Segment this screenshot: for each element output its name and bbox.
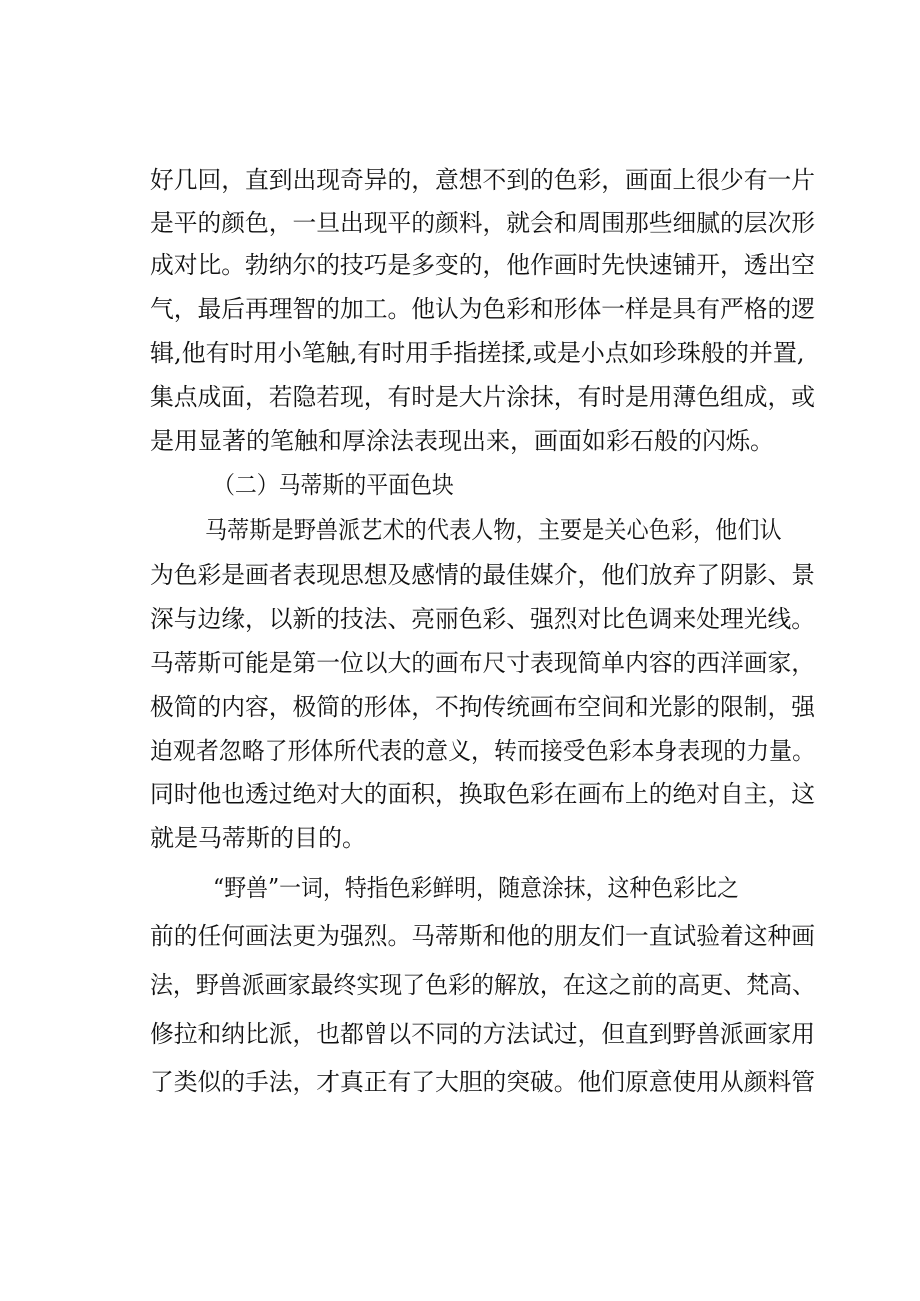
paragraph-2-line-7: 同时他也透过绝对大的面积，换取色彩在画布上的绝对自主，这	[150, 780, 815, 808]
paragraph-1-line-1: 好几回，直到出现奇异的，意想不到的色彩，画面上很少有一片	[150, 166, 815, 194]
paragraph-2-line-8: 就是马蒂斯的目的。	[150, 824, 366, 852]
paragraph-1-line-5: 辑,他有时用小笔触,有时用手指搓揉,或是小点如珍珠般的并置,	[150, 339, 805, 367]
section-heading: （二）马蒂斯的平面色块	[213, 471, 454, 499]
paragraph-3-line-2: 前的任何画法更为强烈。马蒂斯和他的朋友们一直试验着这种画	[150, 922, 815, 950]
paragraph-2-line-1: 马蒂斯是野兽派艺术的代表人物，主要是关心色彩，他们认	[205, 516, 782, 544]
paragraph-1-line-7: 是用显著的笔触和厚涂法表现出来，画面如彩石般的闪烁。	[150, 427, 774, 455]
paragraph-1-line-3: 成对比。勃纳尔的技巧是多变的，他作画时先快速铺开，透出空	[150, 251, 815, 279]
paragraph-1-line-6: 集点成面，若隐若现，有时是大片涂抹，有时是用薄色组成，或	[150, 383, 815, 411]
paragraph-3-line-4: 修拉和纳比派，也都曾以不同的方法试过，但直到野兽派画家用	[150, 1020, 815, 1048]
paragraph-1-line-4: 气，最后再理智的加工。他认为色彩和形体一样是具有严格的逻	[150, 295, 815, 323]
paragraph-3-line-1: “野兽”一词，特指色彩鲜明，随意涂抹，这种色彩比之	[213, 874, 739, 902]
paragraph-2-line-2: 为色彩是画者表现思想及感情的最佳媒介，他们放弃了阴影、景	[150, 561, 815, 589]
paragraph-2-line-4: 马蒂斯可能是第一位以大的画布尺寸表现简单内容的西洋画家，	[150, 649, 815, 677]
paragraph-3-line-5: 了类似的手法，才真正有了大胆的突破。他们原意使用从颜料管	[150, 1068, 815, 1096]
paragraph-2-line-3: 深与边缘，以新的技法、亮丽色彩、强烈对比色调来处理光线。	[150, 605, 815, 633]
paragraph-3-line-3: 法，野兽派画家最终实现了色彩的解放，在这之前的高更、梵高、	[150, 971, 815, 999]
paragraph-2-line-6: 迫观者忽略了形体所代表的意义，转而接受色彩本身表现的力量。	[150, 737, 815, 765]
paragraph-1-line-2: 是平的颜色，一旦出现平的颜料，就会和周围那些细腻的层次形	[150, 209, 815, 237]
paragraph-2-line-5: 极简的内容，极简的形体，不拘传统画布空间和光影的限制，强	[150, 693, 815, 721]
